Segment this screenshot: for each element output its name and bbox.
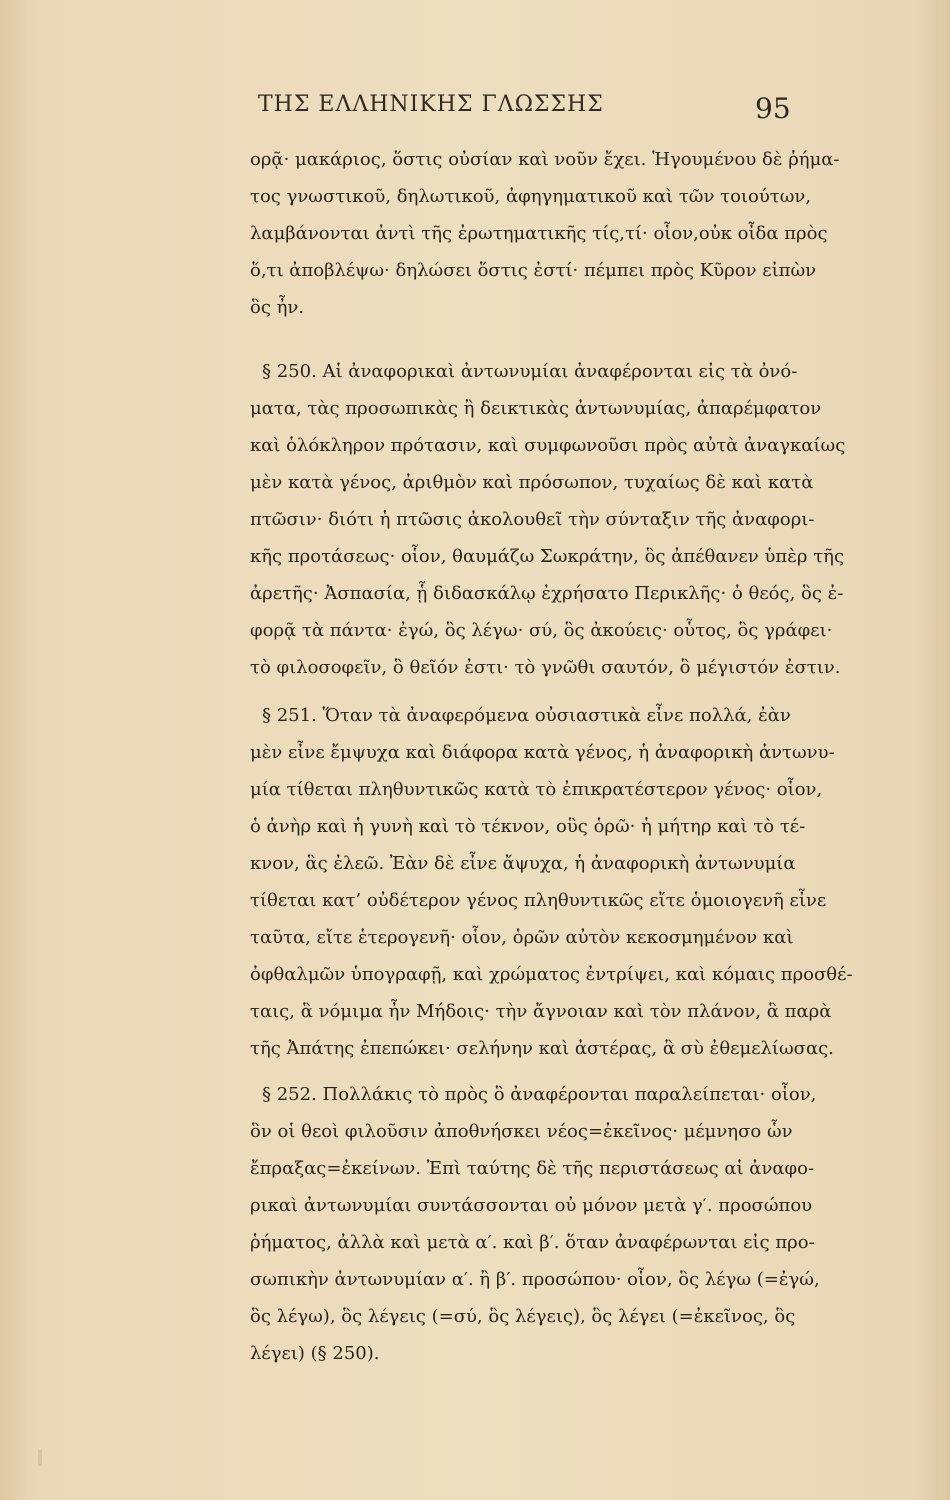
section-heading-line: § 250. Αἱ ἀναφορικαὶ ἀντωνυμίαι ἀναφέρονται εἰς τὰ ὀνό- bbox=[262, 361, 798, 382]
text-line: μὲν εἶνε ἔμψυχα καὶ διάφορα κατὰ γένος, ἡ ἀναφορικὴ ἀντωνυ- bbox=[250, 742, 835, 763]
text-line: τος γνωστικοῦ, δηλωτικοῦ, ἀφηγηματικοῦ καὶ τῶν τοιούτων, bbox=[250, 186, 812, 207]
text-line: ἔπραξας=ἐκείνων. Ἐπὶ ταύτης δὲ τῆς περιστάσεως αἱ ἀναφο- bbox=[250, 1158, 815, 1179]
text-line: λέγει) (§ 250). bbox=[250, 1343, 380, 1364]
paper-mark bbox=[38, 1450, 42, 1466]
text-line: ὁ ἀνὴρ καὶ ἡ γυνὴ καὶ τὸ τέκνον, οὓς ὁρῶ· ἡ μήτηρ καὶ τὸ τέ- bbox=[250, 816, 806, 837]
section-heading-line: § 251. Ὅταν τὰ ἀναφερόμενα οὐσιαστικὰ εἶνε πολλά, ἐὰν bbox=[262, 705, 791, 726]
text-line: καὶ ὁλόκληρον πρότασιν, καὶ συμφωνοῦσι πρὸς αὐτὰ ἀναγκαίως bbox=[250, 435, 846, 456]
text-line: φορᾷ τὰ πάντα· ἐγώ, ὃς λέγω· σύ, ὃς ἀκούεις· οὗτος, ὃς γράφει· bbox=[250, 620, 833, 641]
text-line: τῆς Ἀπάτης ἐπεπώκει· σελήνην καὶ ἀστέρας, ἃ σὺ ἐθεμελίωσας. bbox=[250, 1038, 834, 1059]
text-line: ἀρετῆς· Ἀσπασία, ᾗ διδασκάλῳ ἐχρήσατο Περικλῆς· ὁ θεός, ὃς ἐ- bbox=[250, 583, 844, 604]
text-line: σωπικὴν ἀντωνυμίαν α′. ἢ β′. προσώπου· οἷον, ὃς λέγω (=ἐγώ, bbox=[250, 1269, 820, 1290]
text-line: κῆς προτάσεως· οἷον, θαυμάζω Σωκράτην, ὃς ἀπέθανεν ὑπὲρ τῆς bbox=[250, 546, 845, 567]
text-line: ματα, τὰς προσωπικὰς ἢ δεικτικὰς ἀντωνυμίας, ἀπαρέμφατον bbox=[250, 398, 822, 419]
text-line: ρικαὶ ἀντωνυμίαι συντάσσονται οὐ μόνον μετὰ γ′. προσώπου bbox=[250, 1195, 813, 1216]
text-line: ταις, ἃ νόμιμα ἦν Μήδοις· τὴν ἄγνοιαν καὶ τὸν πλάνον, ἃ παρὰ bbox=[250, 1001, 832, 1022]
running-title: ΤΗΣ ΕΛΛΗΝΙΚΗΣ ΓΛΩΣΣΗΣ bbox=[258, 92, 604, 117]
text-line: ταῦτα, εἴτε ἑτερογενῆ· οἷον, ὁρῶν αὐτὸν κεκοσμημένον καὶ bbox=[250, 927, 794, 948]
text-line: μία τίθεται πληθυντικῶς κατὰ τὸ ἐπικρατέστερον γένος· οἷον, bbox=[250, 779, 823, 800]
text-line: κνον, ἃς ἐλεῶ. Ἐὰν δὲ εἶνε ἄψυχα, ἡ ἀναφορικὴ ἀντωνυμία bbox=[250, 853, 796, 874]
text-line: ὃν οἱ θεοὶ φιλοῦσιν ἀποθνήσκει νέος=ἐκεῖνος· μέμνησο ὧν bbox=[250, 1121, 793, 1142]
text-line: πτῶσιν· διότι ἡ πτῶσις ἀκολουθεῖ τὴν σύνταξιν τῆς ἀναφορι- bbox=[250, 509, 815, 530]
text-line: τίθεται κατ’ οὐδέτερον γένος πληθυντικῶς εἴτε ὁμοιογενῆ εἶνε bbox=[250, 890, 827, 911]
text-line: μὲν κατὰ γένος, ἀριθμὸν καὶ πρόσωπον, τυχαίως δὲ καὶ κατὰ bbox=[250, 472, 814, 493]
text-line: ορᾷ· μακάριος, ὅστις οὐσίαν καὶ νοῦν ἔχει. Ἡγουμένου δὲ ῥήμα- bbox=[250, 149, 840, 170]
text-line: ὅ,τι ἀποβλέψω· δηλώσει ὅστις ἐστί· πέμπει πρὸς Κῦρον εἰπὼν bbox=[250, 260, 817, 281]
section-heading-line: § 252. Πολλάκις τὸ πρὸς ὃ ἀναφέρονται παραλείπεται· οἷον, bbox=[262, 1084, 817, 1105]
text-line: τὸ φιλοσοφεῖν, ὃ θεῖόν ἐστι· τὸ γνῶθι σαυτόν, ὃ μέγιστόν ἐστιν. bbox=[250, 657, 841, 678]
text-line: ὃς ἦν. bbox=[250, 297, 305, 318]
text-line: ὃς λέγω), ὃς λέγεις (=σύ, ὃς λέγεις), ὃς λέγει (=ἐκεῖνος, ὃς bbox=[250, 1306, 796, 1327]
text-line: ῥήματος, ἀλλὰ καὶ μετὰ α′. καὶ β′. ὅταν ἀναφέρωνται εἰς προ- bbox=[250, 1232, 815, 1253]
text-line: ὀφθαλμῶν ὑπογραφῇ, καὶ χρώματος ἐντρίψει, καὶ κόμαις προσθέ- bbox=[250, 964, 853, 985]
page-number: 95 bbox=[755, 92, 791, 125]
text-line: λαμβάνονται ἀντὶ τῆς ἐρωτηματικῆς τίς,τί· οἷον,οὐκ οἶδα πρὸς bbox=[250, 223, 828, 244]
